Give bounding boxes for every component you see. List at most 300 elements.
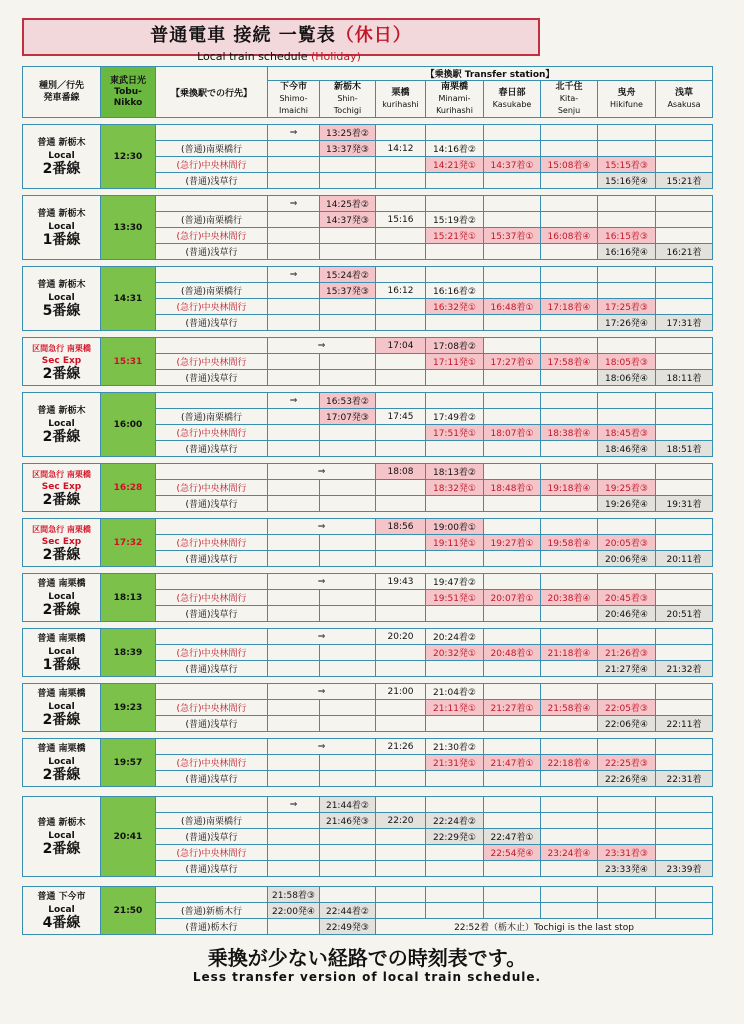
- station-time-cell: [541, 574, 598, 590]
- departure-time: 14:31: [101, 267, 156, 331]
- station-time-cell: 22:25着③: [598, 755, 656, 771]
- station-time-cell: 23:33発④: [598, 861, 656, 877]
- train-type: 普通 南栗橋: [37, 744, 86, 754]
- arrow-icon: ⇒: [268, 797, 320, 813]
- station-time-cell: [426, 903, 484, 919]
- station-time-cell: [376, 771, 426, 787]
- train-type-en: Local: [48, 757, 75, 767]
- destination-header: 【乗換駅での行先】: [156, 67, 268, 118]
- station-time-cell: [656, 519, 713, 535]
- transfer-destination: [156, 861, 268, 877]
- station-time-cell: [320, 716, 376, 732]
- station-name-en: Asakusa: [667, 100, 701, 109]
- station-time-cell: 17:11発①: [426, 354, 484, 370]
- station-time-cell: [484, 797, 541, 813]
- station-time-cell: [656, 755, 713, 771]
- train-gap: [23, 567, 713, 574]
- station-time-cell: [426, 370, 484, 386]
- station-time-cell: [320, 755, 376, 771]
- station-time-cell: 16:32発①: [426, 299, 484, 315]
- station-time-cell: [268, 228, 320, 244]
- transfer-destination: [156, 393, 268, 409]
- station-time-cell: [541, 797, 598, 813]
- station-name-en: Minami-: [438, 94, 471, 103]
- transfer-destination: [156, 338, 268, 354]
- train-type-en: Local: [48, 702, 75, 712]
- station-time-cell: 16:16発④: [598, 244, 656, 260]
- station-time-cell: [656, 393, 713, 409]
- station-time-cell: 20:05着③: [598, 535, 656, 551]
- train-type: 区間急行 南栗橋: [32, 470, 91, 479]
- train-type-en: Local: [48, 151, 75, 161]
- station-time-cell: 18:48着①: [484, 480, 541, 496]
- transfer-destination: [156, 267, 268, 283]
- station-time-cell: [268, 141, 320, 157]
- station-time-cell: 16:08着④: [541, 228, 598, 244]
- departure-platform: 2番線: [42, 767, 81, 783]
- station-time-cell: [426, 315, 484, 331]
- station-time-cell: [268, 919, 320, 935]
- arrow-icon: ⇒: [268, 739, 376, 755]
- arrow-icon: ⇒: [268, 393, 320, 409]
- train-type-en: Local: [48, 592, 75, 602]
- station-time-cell: [656, 157, 713, 173]
- station-time-cell: 19:25着③: [598, 480, 656, 496]
- destination-text: (普通)浅草行: [185, 248, 238, 258]
- station-time-cell: [376, 535, 426, 551]
- station-time-cell: [484, 716, 541, 732]
- tobu-nikko-jp: 東武日光: [109, 75, 146, 86]
- station-header: [598, 81, 656, 118]
- departure-time: 18:39: [101, 629, 156, 677]
- arrow-icon: ⇒: [268, 519, 376, 535]
- station-time-cell: [598, 267, 656, 283]
- train-gap: [23, 331, 713, 338]
- timetable-row: [23, 629, 713, 645]
- train-label: [23, 519, 101, 567]
- station-time-cell: [376, 196, 426, 212]
- station-time-cell: [656, 700, 713, 716]
- station-time-cell: [426, 125, 484, 141]
- destination-text: (普通)浅草行: [185, 445, 238, 455]
- station-header: [541, 81, 598, 118]
- station-time-cell: [541, 903, 598, 919]
- transfer-destination: [156, 212, 268, 228]
- station-time-cell: [320, 771, 376, 787]
- transfer-destination: [156, 684, 268, 700]
- transfer-destination: [156, 370, 268, 386]
- train-type: 普通 新栃木: [37, 209, 86, 219]
- station-time-cell: 21:47着①: [484, 755, 541, 771]
- station-time-cell: [484, 283, 541, 299]
- station-time-cell: [376, 861, 426, 877]
- station-time-cell: 22:24着②: [426, 813, 484, 829]
- station-time-cell: [426, 887, 484, 903]
- destination-text: (普通)栃木行: [185, 923, 238, 933]
- station-time-cell: [426, 267, 484, 283]
- train-type: 普通 新栃木: [37, 138, 86, 148]
- destination-text: (急行)中央林間行: [176, 594, 247, 604]
- departure-platform: 2番線: [42, 429, 81, 445]
- departure-platform: 5番線: [42, 303, 81, 319]
- station-time-cell: 19:31着: [656, 496, 713, 512]
- train-type: 普通 南栗橋: [37, 634, 86, 644]
- station-time-cell: [376, 903, 426, 919]
- station-time-cell: 17:45: [376, 409, 426, 425]
- transfer-destination: [156, 771, 268, 787]
- train-type-en: Sec Exp: [41, 356, 82, 366]
- station-time-cell: [320, 480, 376, 496]
- station-time-cell: [541, 464, 598, 480]
- station-time-cell: [484, 141, 541, 157]
- station-time-cell: [320, 370, 376, 386]
- destination-text: (普通)南栗橋行: [180, 216, 243, 226]
- station-time-cell: [541, 244, 598, 260]
- station-time-cell: 15:16発④: [598, 173, 656, 189]
- station-name-jp: 北千住: [555, 82, 583, 92]
- departure-platform: 2番線: [42, 161, 81, 177]
- transfer-destination: [156, 739, 268, 755]
- station-time-cell: 20:11着: [656, 551, 713, 567]
- train-label: [23, 574, 101, 622]
- station-time-cell: [541, 196, 598, 212]
- departure-time: 17:32: [101, 519, 156, 567]
- station-name-en: Tochigi: [333, 106, 362, 115]
- station-time-cell: [541, 771, 598, 787]
- station-time-cell: [656, 574, 713, 590]
- station-time-cell: [541, 283, 598, 299]
- station-time-cell: [656, 196, 713, 212]
- station-time-cell: 17:58着④: [541, 354, 598, 370]
- timetable-row: [23, 464, 713, 480]
- station-time-cell: 17:08着②: [426, 338, 484, 354]
- train-type: 普通 南栗橋: [37, 689, 86, 699]
- transfer-destination: [156, 813, 268, 829]
- station-time-cell: [598, 519, 656, 535]
- train-label: [23, 393, 101, 457]
- station-time-cell: 22:47着①: [484, 829, 541, 845]
- station-time-cell: 21:11発①: [426, 700, 484, 716]
- timetable-row: [23, 196, 713, 212]
- station-time-cell: [268, 370, 320, 386]
- destination-text: (普通)浅草行: [185, 319, 238, 329]
- station-time-cell: [320, 661, 376, 677]
- station-name-jp: 浅草: [674, 88, 693, 98]
- station-time-cell: [320, 590, 376, 606]
- station-name-en: Kurihashi: [436, 106, 473, 115]
- station-time-cell: 18:32発①: [426, 480, 484, 496]
- transfer-destination: [156, 903, 268, 919]
- station-time-cell: [268, 716, 320, 732]
- transfer-destination: [156, 645, 268, 661]
- station-time-cell: 22:00発④: [268, 903, 320, 919]
- station-time-cell: 20:20: [376, 629, 426, 645]
- footer-note-jp: 乗換が少ない経路での時刻表です。: [207, 946, 527, 970]
- station-time-cell: [598, 739, 656, 755]
- departure-platform: 2番線: [42, 366, 81, 382]
- station-time-cell: 22:29発①: [426, 829, 484, 845]
- station-time-cell: [376, 797, 426, 813]
- origin-header: [23, 67, 101, 118]
- station-time-cell: [376, 716, 426, 732]
- transfer-destination: [156, 700, 268, 716]
- station-time-cell: [656, 813, 713, 829]
- departure-platform: 1番線: [42, 657, 81, 673]
- destination-text: (普通)浅草行: [185, 833, 238, 843]
- station-time-cell: [426, 441, 484, 457]
- station-time-cell: [268, 535, 320, 551]
- train-type-en: Local: [48, 647, 75, 657]
- station-time-cell: [484, 244, 541, 260]
- station-time-cell: 20:07着①: [484, 590, 541, 606]
- station-time-cell: [598, 629, 656, 645]
- station-time-cell: 18:11着: [656, 370, 713, 386]
- timetable-row: [23, 739, 713, 755]
- station-time-cell: [541, 409, 598, 425]
- transfer-destination: [156, 661, 268, 677]
- station-time-cell: [541, 739, 598, 755]
- tobu-nikko-en1: Tobu-: [114, 86, 142, 97]
- transfer-destination: [156, 829, 268, 845]
- holiday-subtitle: (Holiday): [310, 50, 361, 63]
- transfer-destination: [156, 228, 268, 244]
- station-header: [376, 81, 426, 118]
- station-time-cell: 18:51着: [656, 441, 713, 457]
- destination-text: (急行)中央林間行: [176, 232, 247, 242]
- station-time-cell: 16:12: [376, 283, 426, 299]
- train-type-en: Local: [48, 831, 75, 841]
- station-time-cell: [484, 196, 541, 212]
- station-time-cell: 22:44着②: [320, 903, 376, 919]
- transfer-destination: [156, 244, 268, 260]
- transfer-destination: [156, 315, 268, 331]
- train-type: 普通 新栃木: [37, 280, 86, 290]
- station-time-cell: [656, 464, 713, 480]
- station-time-cell: [320, 441, 376, 457]
- destination-text: (急行)中央林間行: [176, 161, 247, 171]
- arrow-icon: ⇒: [268, 464, 376, 480]
- transfer-station-header: 【乗換駅 Transfer station】: [268, 67, 713, 81]
- station-time-cell: [541, 441, 598, 457]
- station-name-en: Shin-: [337, 94, 358, 103]
- destination-text: (急行)中央林間行: [176, 704, 247, 714]
- station-time-cell: [484, 606, 541, 622]
- station-time-cell: 19:27着①: [484, 535, 541, 551]
- station-time-cell: 20:38着④: [541, 590, 598, 606]
- station-time-cell: [268, 425, 320, 441]
- station-time-cell: [376, 441, 426, 457]
- station-time-cell: [484, 464, 541, 480]
- station-time-cell: [484, 173, 541, 189]
- train-gap: [23, 260, 713, 267]
- station-time-cell: [656, 283, 713, 299]
- train-gap: [23, 386, 713, 393]
- departure-time: 18:13: [101, 574, 156, 622]
- departure-platform: 2番線: [42, 712, 81, 728]
- station-time-cell: 15:16: [376, 212, 426, 228]
- station-time-cell: 17:31着: [656, 315, 713, 331]
- station-time-cell: [484, 574, 541, 590]
- station-time-cell: [598, 887, 656, 903]
- station-time-cell: [426, 797, 484, 813]
- departure-time: 16:28: [101, 464, 156, 512]
- destination-text: (急行)中央林間行: [176, 429, 247, 439]
- timetable-row: [23, 574, 713, 590]
- station-time-cell: [541, 496, 598, 512]
- station-time-cell: [268, 845, 320, 861]
- station-time-cell: [656, 797, 713, 813]
- station-time-cell: [426, 393, 484, 409]
- transfer-destination: [156, 496, 268, 512]
- last-stop-note: 22:52着（栃木止）Tochigi is the last stop: [376, 919, 713, 935]
- station-time-cell: [426, 861, 484, 877]
- station-time-cell: [656, 739, 713, 755]
- station-time-cell: [484, 338, 541, 354]
- station-time-cell: [598, 283, 656, 299]
- destination-text: (急行)中央林間行: [176, 849, 247, 859]
- station-time-cell: [598, 574, 656, 590]
- arrow-icon: ⇒: [268, 629, 376, 645]
- station-time-cell: 21:30着②: [426, 739, 484, 755]
- station-time-cell: [376, 125, 426, 141]
- station-time-cell: [541, 141, 598, 157]
- destination-text: (急行)中央林間行: [176, 358, 247, 368]
- station-time-cell: 18:45着③: [598, 425, 656, 441]
- station-time-cell: 17:51発①: [426, 425, 484, 441]
- transfer-destination: [156, 425, 268, 441]
- destination-text: (普通)浅草行: [185, 865, 238, 875]
- station-time-cell: [598, 829, 656, 845]
- departure-platform: 2番線: [42, 492, 81, 508]
- timetable-row: [23, 684, 713, 700]
- station-time-cell: [268, 496, 320, 512]
- station-time-cell: [376, 370, 426, 386]
- transfer-destination: [156, 283, 268, 299]
- station-time-cell: [376, 590, 426, 606]
- departure-platform: 2番線: [42, 841, 81, 857]
- station-header: [268, 81, 320, 118]
- station-time-cell: [541, 606, 598, 622]
- train-label: [23, 267, 101, 331]
- station-time-cell: 20:48着①: [484, 645, 541, 661]
- station-time-cell: [598, 393, 656, 409]
- destination-text: (普通)浅草行: [185, 374, 238, 384]
- station-time-cell: [484, 267, 541, 283]
- station-name-jp: 南栗橋: [440, 82, 468, 92]
- train-type: 普通 新栃木: [37, 406, 86, 416]
- station-name-en: Hikifune: [610, 100, 643, 109]
- station-time-cell: 16:48着①: [484, 299, 541, 315]
- station-time-cell: [320, 173, 376, 189]
- station-name-en: kurihashi: [382, 100, 419, 109]
- station-time-cell: [598, 684, 656, 700]
- station-time-cell: [320, 425, 376, 441]
- station-time-cell: [598, 813, 656, 829]
- station-time-cell: [598, 903, 656, 919]
- station-time-cell: 15:37着①: [484, 228, 541, 244]
- destination-text: (普通)新栃木行: [180, 907, 243, 917]
- station-time-cell: [268, 212, 320, 228]
- station-time-cell: 19:00着①: [426, 519, 484, 535]
- station-time-cell: [484, 125, 541, 141]
- station-time-cell: [656, 409, 713, 425]
- station-name-en: Shimo-: [279, 94, 308, 103]
- timetable-row: [23, 338, 713, 354]
- timetable-row: [23, 267, 713, 283]
- station-time-cell: [426, 173, 484, 189]
- destination-text: (急行)中央林間行: [176, 759, 247, 769]
- timetable-row: [23, 125, 713, 141]
- station-name-jp: 春日部: [498, 88, 526, 98]
- station-time-cell: [656, 425, 713, 441]
- station-time-cell: 18:06発④: [598, 370, 656, 386]
- station-time-cell: [598, 797, 656, 813]
- station-time-cell: [426, 496, 484, 512]
- transfer-destination: [156, 519, 268, 535]
- tobu-nikko-header: [101, 67, 156, 118]
- station-time-cell: 14:25着②: [320, 196, 376, 212]
- station-time-cell: [656, 228, 713, 244]
- station-time-cell: [656, 267, 713, 283]
- station-time-cell: 19:51発①: [426, 590, 484, 606]
- timetable-row: [23, 393, 713, 409]
- station-time-cell: 21:18着④: [541, 645, 598, 661]
- station-time-cell: 18:05着③: [598, 354, 656, 370]
- transfer-destination: [156, 590, 268, 606]
- departure-time: 16:00: [101, 393, 156, 457]
- station-time-cell: 19:26発④: [598, 496, 656, 512]
- transfer-destination: [156, 535, 268, 551]
- station-time-cell: 15:21発①: [426, 228, 484, 244]
- station-time-cell: 15:21着: [656, 173, 713, 189]
- station-time-cell: 20:24着②: [426, 629, 484, 645]
- station-time-cell: 22:06発④: [598, 716, 656, 732]
- departure-platform: 4番線: [42, 915, 81, 931]
- departure-time: 13:30: [101, 196, 156, 260]
- transfer-destination: [156, 551, 268, 567]
- station-time-cell: [268, 315, 320, 331]
- transfer-destination: [156, 299, 268, 315]
- station-time-cell: [598, 196, 656, 212]
- train-label: [23, 684, 101, 732]
- station-time-cell: [268, 157, 320, 173]
- station-time-cell: 15:08着④: [541, 157, 598, 173]
- station-time-cell: [320, 157, 376, 173]
- destination-text: (普通)浅草行: [185, 177, 238, 187]
- station-time-cell: [376, 228, 426, 244]
- transfer-destination: [156, 464, 268, 480]
- departure-time: 20:41: [101, 797, 156, 877]
- station-time-cell: [268, 441, 320, 457]
- train-type-en: Local: [48, 222, 75, 232]
- station-time-cell: [320, 829, 376, 845]
- station-time-cell: [484, 739, 541, 755]
- station-time-cell: 15:19着②: [426, 212, 484, 228]
- station-time-cell: 13:25着②: [320, 125, 376, 141]
- station-time-cell: 17:25着③: [598, 299, 656, 315]
- station-time-cell: 17:49着②: [426, 409, 484, 425]
- station-time-cell: 15:24着②: [320, 267, 376, 283]
- station-time-cell: [484, 861, 541, 877]
- station-time-cell: [656, 829, 713, 845]
- station-time-cell: [656, 887, 713, 903]
- train-label: [23, 196, 101, 260]
- train-gap: [23, 677, 713, 684]
- train-type-en: Local: [48, 905, 75, 915]
- station-time-cell: [376, 496, 426, 512]
- train-label: [23, 629, 101, 677]
- station-time-cell: 20:32発①: [426, 645, 484, 661]
